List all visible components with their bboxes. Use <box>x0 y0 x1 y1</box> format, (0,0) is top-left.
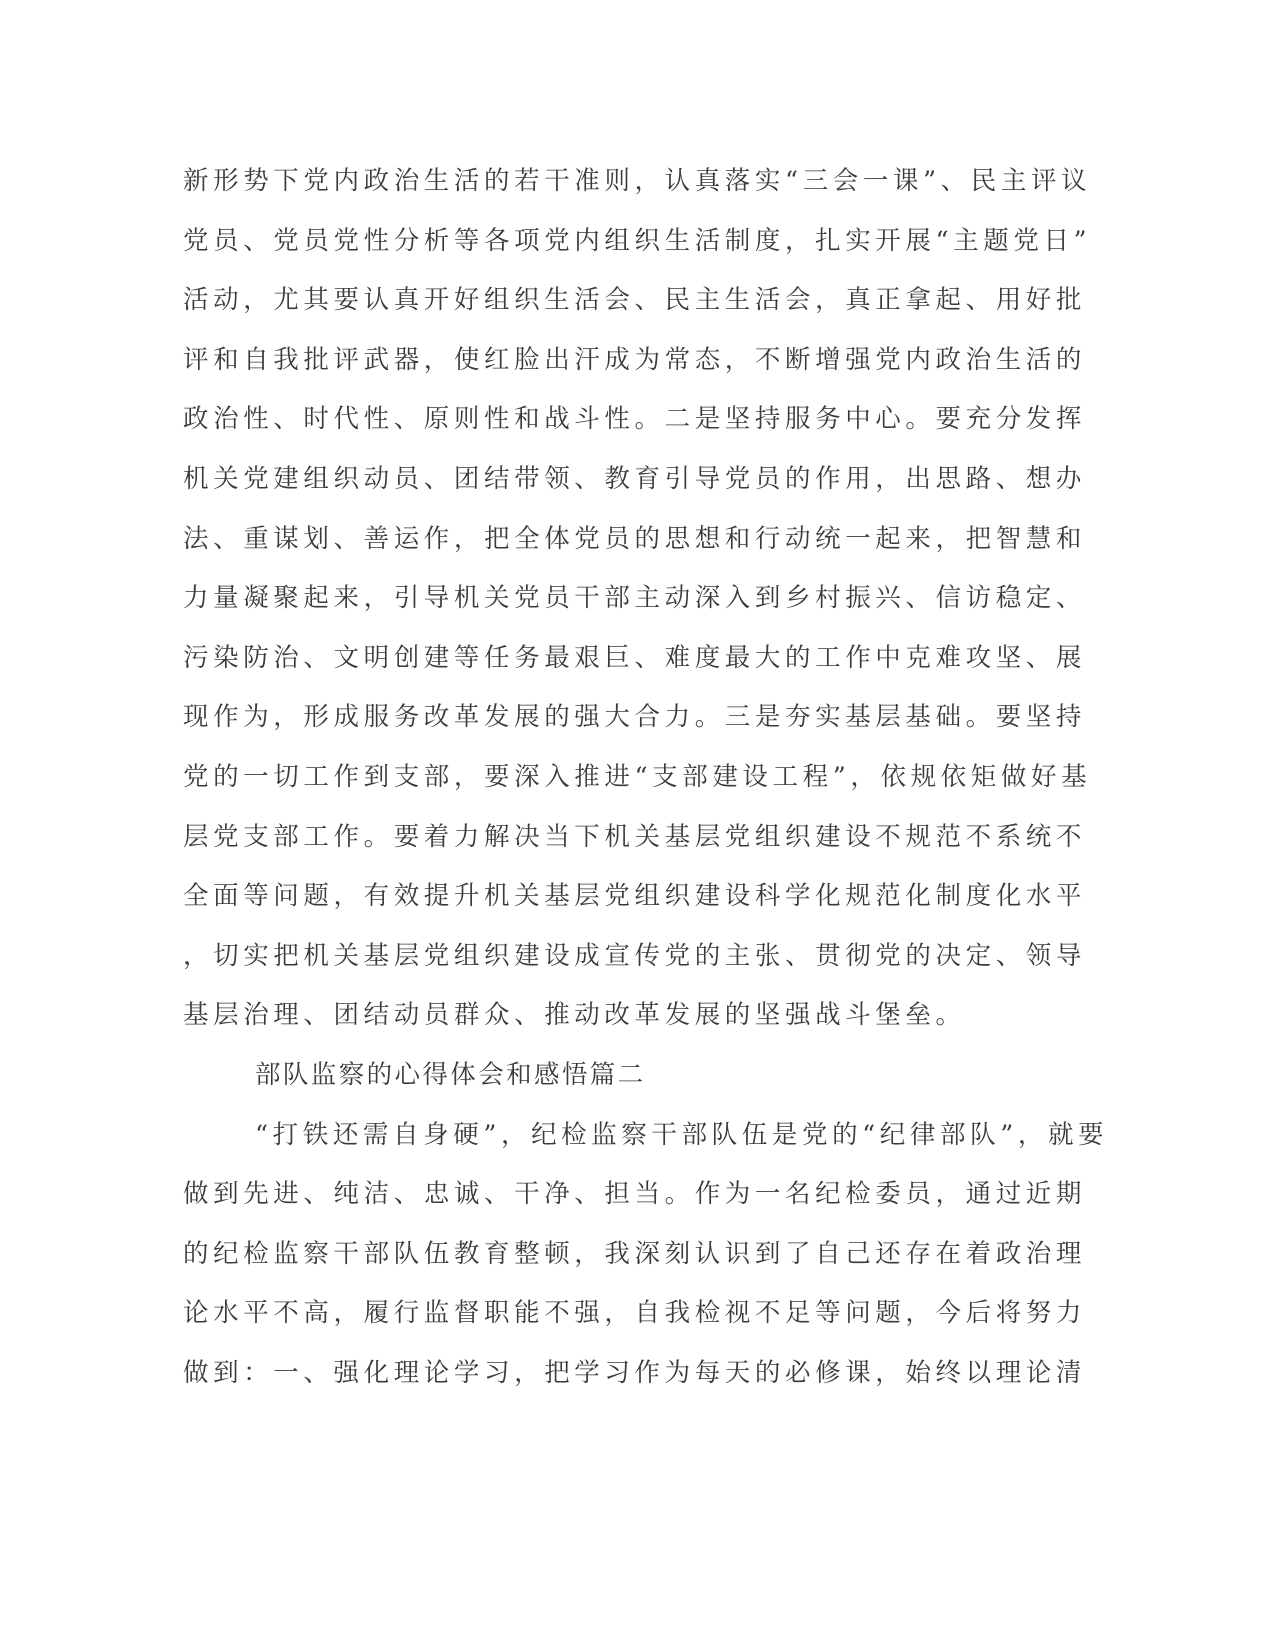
paragraph-1-line: 评和自我批评武器，使红脸出汗成为常态，不断增强党内政治生活的 <box>183 344 1087 375</box>
paragraph-1-line: 污染防治、文明创建等任务最艰巨、难度最大的工作中克难攻坚、展 <box>183 642 1087 673</box>
paragraph-2-line: 做到先进、纯洁、忠诚、干净、担当。作为一名纪检委员，通过近期 <box>183 1179 1087 1210</box>
paragraph-1-line: 全面等问题，有效提升机关基层党组织建设科学化规范化制度化水平 <box>183 881 1087 912</box>
paragraph-1-line: 党员、党员党性分析等各项党内组织生活制度，扎实开展“主题党日” <box>183 225 1092 256</box>
paragraph-1-line: 力量凝聚起来，引导机关党员干部主动深入到乡村振兴、信访稳定、 <box>183 583 1087 614</box>
paragraph-2-line: “打铁还需自身硬”，纪检监察干部队伍是党的“纪律部队”，就要 <box>255 1119 1109 1150</box>
document-body <box>183 152 1109 1403</box>
paragraph-1-line: 活动，尤其要认真开好组织生活会、民主生活会，真正拿起、用好批 <box>183 285 1087 316</box>
paragraph-2-line: 做到：一、强化理论学习，把学习作为每天的必修课，始终以理论清 <box>183 1357 1087 1388</box>
paragraph-1-line: 现作为，形成服务改革发展的强大合力。三是夯实基层基础。要坚持 <box>183 702 1087 733</box>
paragraph-1-line: ，切实把机关基层党组织建设成宣传党的主张、贯彻党的决定、领导 <box>183 940 1087 971</box>
paragraph-1-line: 层党支部工作。要着力解决当下机关基层党组织建设不规范不系统不 <box>183 821 1087 852</box>
paragraph-1-line: 新形势下党内政治生活的若干准则，认真落实“三会一课”、民主评议 <box>183 166 1092 196</box>
paragraph-1-line: 机关党建组织动员、团结带领、教育引导党员的作用，出思路、想办 <box>183 463 1087 494</box>
paragraph-1-line: 基层治理、团结动员群众、推动改革发展的坚强战斗堡垒。 <box>183 1000 966 1031</box>
paragraph-1-line: 法、重谋划、善运作，把全体党员的思想和行动统一起来，把智慧和 <box>183 523 1087 554</box>
paragraph-1-line: 党的一切工作到支部，要深入推进“支部建设工程”，依规依矩做好基 <box>183 761 1092 792</box>
paragraph-2-line: 论水平不高，履行监督职能不强，自我检视不足等问题，今后将努力 <box>183 1298 1087 1329</box>
paragraph-2-line: 的纪检监察干部队伍教育整顿，我深刻认识到了自己还存在着政治理 <box>183 1238 1087 1269</box>
paragraph-1-line: 政治性、时代性、原则性和战斗性。二是坚持服务中心。要充分发挥 <box>183 404 1087 435</box>
section-heading: 部队监察的心得体会和感悟篇二 <box>255 1059 646 1090</box>
